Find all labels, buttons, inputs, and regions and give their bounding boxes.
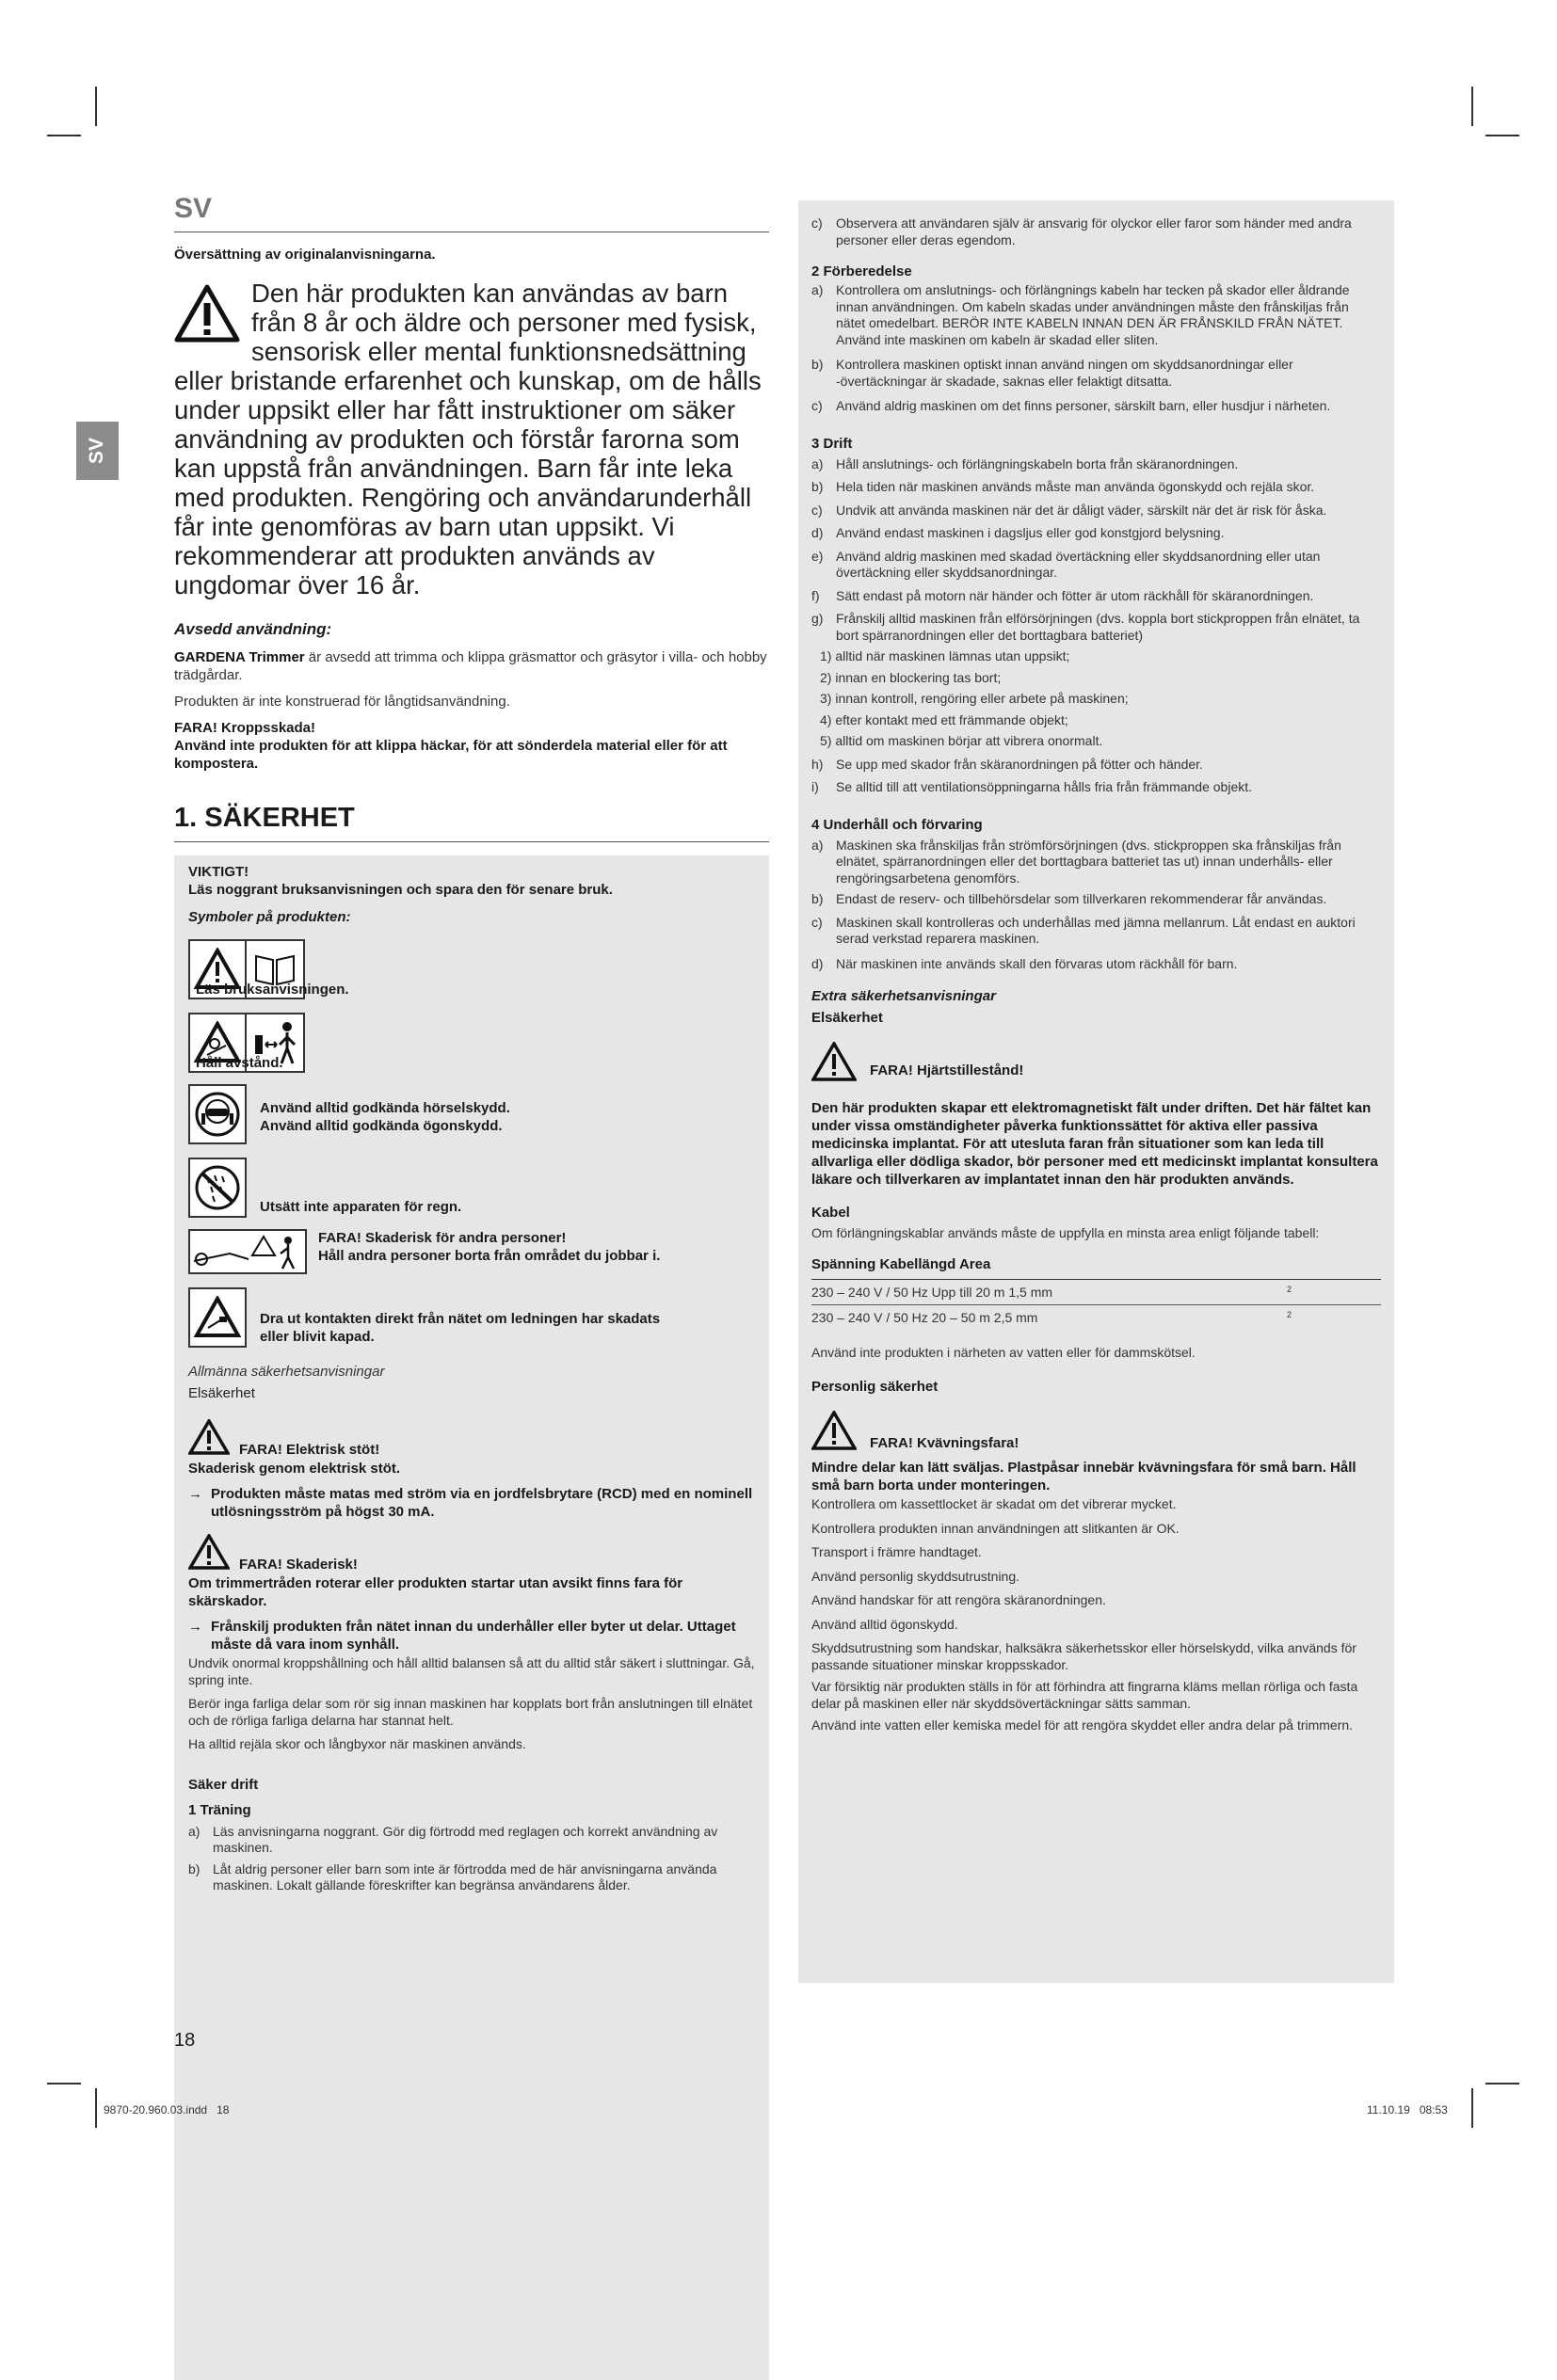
long-use-note: Produkten är inte konstruerad för långtidsanvändning. [174,694,510,710]
danger-injury-label: FARA! Skaderisk! [239,1557,358,1573]
personal-line: Använd alltid ögonskydd. [811,1616,958,1632]
symbol-text: Håll avstånd. [196,1055,283,1071]
danger-suffocation-line [811,1411,1381,1455]
list-text: Använd aldrig maskinen om det finns personer, särskilt barn, eller husdjur i närheten. [836,398,1331,413]
brand-name: GARDENA Trimmer [174,649,305,665]
crop-mark [47,135,81,136]
list-item [188,1861,756,1894]
list-text: Frånskilj alltid maskinen från elförsörjningen (dvs. koppla bort stickproppen från elnätet, ta bort spärranordningen eller det borttagbara batteriet) [836,611,1360,643]
section-title: 1. SÄKERHET [174,803,769,842]
rcd-item [188,1485,756,1521]
list-item [811,588,1381,605]
list-item [811,525,1381,542]
warning-triangle-icon [174,284,240,348]
personal-line: Kontrollera om kassettlocket är skadat om det vibrerar mycket. [811,1496,1177,1511]
suffocation-text: Mindre delar kan lätt sväljas. Plastpåsar innebär kvävningsfara för små barn. Håll små barn borta under monteringen. [811,1460,1356,1493]
personal-line: Var försiktig när produkten ställs in för att förhindra att fingrarna kläms mellan rörliga och fasta delar på maskinen eller när skyddsövertäckningar sätts samman. [811,1679,1358,1711]
list-item [811,891,1381,908]
table-cell-sup: 2 [1287,1304,1381,1330]
shoes-paragraph: Ha alltid rejäla skor och långbyxor när maskinen används. [188,1736,526,1751]
list-key: i) [811,779,819,794]
list-text: Se alltid till att ventilationsöppningarna hålls fria från främmande objekt. [836,779,1253,794]
list-text: Hela tiden när maskinen används måste man använda ögonskydd och rejäla skor. [836,479,1315,494]
danger-heart-line [811,1042,1381,1086]
drift-heading: 3 Drift [811,435,853,452]
symbol-text-block [318,1229,660,1265]
table-cell [811,1279,1287,1304]
symbol-text: Dra ut kontakten direkt från nätet om ledningen har skadats [260,1311,661,1327]
table-row [811,1279,1381,1304]
list-key: c) [811,914,823,930]
prep-heading: 2 Förberedelse [811,264,912,280]
ear-eye-protection-icon [188,1084,247,1144]
personal-heading: Personlig säkerhet [811,1379,939,1395]
warning-triangle-icon [188,1419,230,1460]
electric-risk-text: Skaderisk genom elektrisk stöt. [188,1461,401,1477]
danger-body-text: Använd inte produkten för att klippa häckar, för att sönderdela material eller för att kompostera. [174,738,728,772]
rcd-item-text: Produkten måste matas med ström via en jordfelsbrytare (RCD) med en nominell utlösningsström på högst 30 mA. [211,1486,753,1520]
list-item [811,282,1381,348]
table-cell-text: 230 – 240 V / 50 Hz Upp till 20 m 1,5 mm [811,1284,1053,1300]
children-warning [174,279,769,599]
intended-use-body: är avsedd att trimma och klippa gräsmattor och gräsytor i villa- och hobby trädgårdar. [174,649,767,683]
list-item [188,1824,756,1857]
intended-use-heading: Avsedd användning: [174,620,332,638]
list-item [811,956,1381,973]
list-text: Undvik att använda maskinen när det är dåligt väder, särskilt när det är risk för åska. [836,502,1327,518]
list-text: Använd endast maskinen i dagsljus eller god konstgjord belysning. [836,525,1225,540]
list-key: c) [811,216,823,231]
cable-text: Om förlängningskablar används måste de uppfylla en minsta area enligt följande tabell: [811,1225,1320,1240]
list-text: Maskinen ska frånskiljas från strömförsörjningen (dvs. stickproppen ska frånskiljas från elnätet, spärranordningen eller det borttagbara batteriet tas ut) innan underhålls- eller rengöringsarbetena genomförs. [836,837,1341,886]
table-cell-sup: 2 [1287,1279,1381,1304]
unplug-icon [188,1287,247,1348]
safe-operation-heading: Säker drift [188,1776,259,1793]
sub-item: 3) innan kontroll, rengöring eller arbete på maskinen; [820,691,1129,706]
danger-electric-label: FARA! Elektrisk stöt! [239,1442,380,1458]
sub-item: 1) alltid när maskinen lämnas utan uppsikt; [820,648,1070,663]
list-text: Endast de reserv- och tillbehörsdelar som tillverkaren rekommenderar får användas. [836,891,1327,906]
moving-parts-paragraph: Berör inga farliga delar som rör sig innan maskinen har kopplats bort från anslutningen till elnätet och de rörliga farliga delarna har stannat helt. [188,1696,753,1728]
list-text: Kontrollera maskinen optiskt innan använd ningen om skyddsanordningar eller -övertäckningar är skadade, saknas eller felaktigt ditsatta. [836,357,1293,389]
general-heading: Allmänna säkerhetsanvisningar [188,1364,385,1380]
symbol-text: Håll andra personer borta från området du jobbar i. [318,1248,661,1264]
symbol-text-block [260,1099,510,1135]
table-cell-text: 230 – 240 V / 50 Hz 20 – 50 m 2,5 mm [811,1309,1038,1325]
table-row [811,1304,1381,1330]
list-item [811,549,1381,582]
table-cell [811,1304,1287,1330]
no-rain-icon [188,1158,247,1218]
list-text: Läs anvisningarna noggrant. Gör dig förtrodd med reglagen och korrekt användning av maskinen. [213,1823,718,1855]
list-key: a) [811,455,824,471]
intended-use-text [174,648,769,684]
list-key: h) [811,756,824,772]
posture-paragraph: Undvik onormal kroppshållning och håll alltid balansen så att du alltid står säkert i sluttningar. Gå, spring inte. [188,1655,755,1687]
disconnect-item [188,1618,756,1653]
arrow-right-icon: → [188,1486,202,1502]
symbol-text: Utsätt inte apparaten för regn. [260,1199,462,1215]
list-item [811,611,1381,644]
table-header: Spänning Kabellängd Area [811,1255,991,1272]
translation-note: Översättning av originalanvisningarna. [174,247,436,263]
symbol-row [188,1084,756,1144]
language-heading: SV [174,193,769,232]
danger-suffocation-label: FARA! Kvävningsfara! [870,1435,1019,1451]
extra-elsakerhet: Elsäkerhet [811,1010,883,1026]
crop-mark [1471,2088,1473,2128]
personal-line: Använd inte vatten eller kemiska medel för att rengöra skyddet eller andra delar på trimmern. [811,1717,1354,1733]
personal-line: Använd handskar för att rengöra skäranordningen. [811,1592,1106,1607]
personal-line: Transport i främre handtaget. [811,1544,982,1559]
symbol-text: Använd alltid godkända hörselskydd. [260,1100,510,1116]
important-text: Läs noggrant bruksanvisningen och spara den för senare bruk. [188,882,613,898]
page-number: 18 [174,2030,196,2051]
training-heading: 1 Träning [188,1801,251,1818]
crop-mark [1485,135,1519,136]
no-water-text: Använd inte produkten i närheten av vatten eller för dammskötsel. [811,1344,1196,1360]
list-item [811,456,1381,473]
cable-table [811,1279,1381,1330]
list-key: e) [811,548,824,564]
personal-line: Använd personlig skyddsutrustning. [811,1568,1020,1584]
sub-item: 5) alltid om maskinen börjar att vibrera onormalt. [820,733,1103,748]
important-label: VIKTIGT! [188,864,249,880]
arrow-right-icon: → [188,1619,202,1635]
list-text: Håll anslutnings- och förlängningskabeln borta från skäranordningen. [836,455,1239,471]
list-text: Kontrollera om anslutnings- och förlängnings kabeln har tecken på skador eller åldrande innan användningen. Om kabeln skadas under användningen måste den frånskiljas från nätet omedelbart. BERÖR INTE KABELN INNAN DEN ÄR FRÅNSKILD FRÅN NÄTET. Använd inte maskinen om kabeln är skadad eller sliten. [836,282,1350,347]
list-key: a) [811,282,824,297]
crop-mark [95,2088,97,2128]
list-item [811,398,1381,415]
list-key: c) [811,398,823,413]
crop-mark [95,87,97,126]
list-key: c) [811,502,823,518]
injury-text: Om trimmertråden roterar eller produkten startar utan avsikt finns fara för skärskador. [188,1575,683,1609]
danger-heart-label: FARA! Hjärtstillestånd! [870,1062,1024,1078]
list-key: b) [811,479,824,494]
maint-heading: 4 Underhåll och förvaring [811,816,983,833]
heart-text: Den här produkten skapar ett elektromagnetiskt fält under driften. Det här fältet kan under vissa omständigheter påverka funktionssättet för aktiva eller passiva medicinska implantat. För att utesluta faran från situationer som kan leda till allvarliga eller dödliga skador, bör personer med ett medicinskt implantat konsultera läkare och tillverkaren av implantatet innan den här produkten används. [811,1100,1378,1188]
symbol-row [188,1287,756,1348]
crop-mark [1471,87,1473,126]
warning-triangle-icon [811,1411,857,1455]
children-warning-text: Den här produkten kan användas av barn från 8 år och äldre och personer med fysisk, sensorisk eller mental funktionsnedsättning eller bristande erfarenhet och kunskap, om de hålls under uppsikt eller har fått instruktioner om säker användning av produkten och förstår farorna som kan uppstå från användningen. Barn får inte leka med produkten. Rengöring och användarunderhåll får inte genomföras av barn utan uppsikt. Vi rekommenderar att produkten används av ungdomar över 16 år. [174,279,762,599]
left-column [174,193,769,2380]
list-text: Maskinen skall kontrolleras och underhållas med jämna mellanrum. Låt endast en auktori serad verkstad reparera maskinen. [836,914,1356,946]
warning-triangle-icon [188,1534,230,1574]
symbol-text: Använd alltid godkända ögonskydd. [260,1118,503,1134]
symbol-row [188,1013,756,1073]
symbol-text: eller blivit kapad. [260,1329,375,1345]
list-item [811,779,1381,796]
list-item [811,216,1381,248]
symbol-row [188,1158,756,1218]
safety-box [174,855,769,2380]
print-slug-file: 9870-20.960.03.indd 18 [104,2103,230,2116]
warning-triangle-icon [811,1042,857,1086]
language-side-tab: SV [76,422,119,480]
list-key: d) [811,955,824,971]
personal-line: Kontrollera produkten innan användningen att slitkanten är OK. [811,1520,1180,1536]
list-key: a) [811,837,824,853]
sub-item: 2) innan en blockering tas bort; [820,669,1002,685]
extra-heading: Extra säkerhetsanvisningar [811,988,996,1004]
danger-body-title: FARA! Kroppsskada! [174,720,316,736]
symbol-text: Läs bruksanvisningen. [196,982,349,998]
crop-mark [1485,2083,1519,2084]
list-item [811,503,1381,519]
list-key: b) [188,1861,201,1877]
symbol-text: FARA! Skaderisk för andra personer! [318,1230,567,1246]
symbols-heading: Symboler på produkten: [188,909,351,925]
disconnect-item-text: Frånskilj produkten från nätet innan du underhåller eller byter ut delar. Uttaget måste då vara inom synhåll. [211,1619,736,1653]
persons-danger-icon [188,1229,307,1274]
list-text: Använd aldrig maskinen med skadad övertäckning eller skyddsanordning eller utan övertäckning eller skyddsanordningar. [836,548,1321,580]
list-text: Sätt endast på motorn när händer och fötter är utom räckhåll för skäranordningen. [836,587,1314,603]
symbol-row [188,1229,756,1274]
symbol-row [188,939,756,999]
list-text: Se upp med skador från skäranordningen på fötter och händer. [836,756,1203,772]
list-item [811,757,1381,774]
sub-item: 4) efter kontakt med ett främmande objekt; [820,711,1068,727]
list-text: Observera att användaren själv är ansvarig för olyckor eller faror som händer med andra personer eller deras egendom. [836,216,1352,248]
list-key: d) [811,525,824,540]
right-column [798,200,1394,1983]
list-key: b) [811,891,824,906]
list-item [811,479,1381,496]
list-key: a) [188,1823,201,1839]
cable-heading: Kabel [811,1205,850,1221]
electrical-safety-heading: Elsäkerhet [188,1385,255,1401]
list-text: Låt aldrig personer eller barn som inte är förtrodda med de här anvisningarna använda maskinen. Lokalt gällande föreskrifter kan begränsa användarens ålder. [213,1861,717,1893]
list-key: b) [811,357,824,372]
symbol-text-block [260,1310,660,1346]
list-item [811,915,1381,948]
list-item [811,357,1381,390]
print-slug-date: 11.10.19 08:53 [1367,2103,1448,2116]
danger-electric-line [188,1419,756,1460]
list-key: f) [811,587,820,603]
list-text: När maskinen inte används skall den förvaras utom räckhåll för barn. [836,955,1238,971]
list-key: g) [811,611,824,626]
personal-line: Skyddsutrustning som handskar, halksäkra säkerhetsskor eller hörselskydd, vilka används för passande situationer minskar kroppsskador. [811,1640,1356,1672]
list-item [811,838,1381,887]
danger-injury-line [188,1534,756,1574]
crop-mark [47,2083,81,2084]
